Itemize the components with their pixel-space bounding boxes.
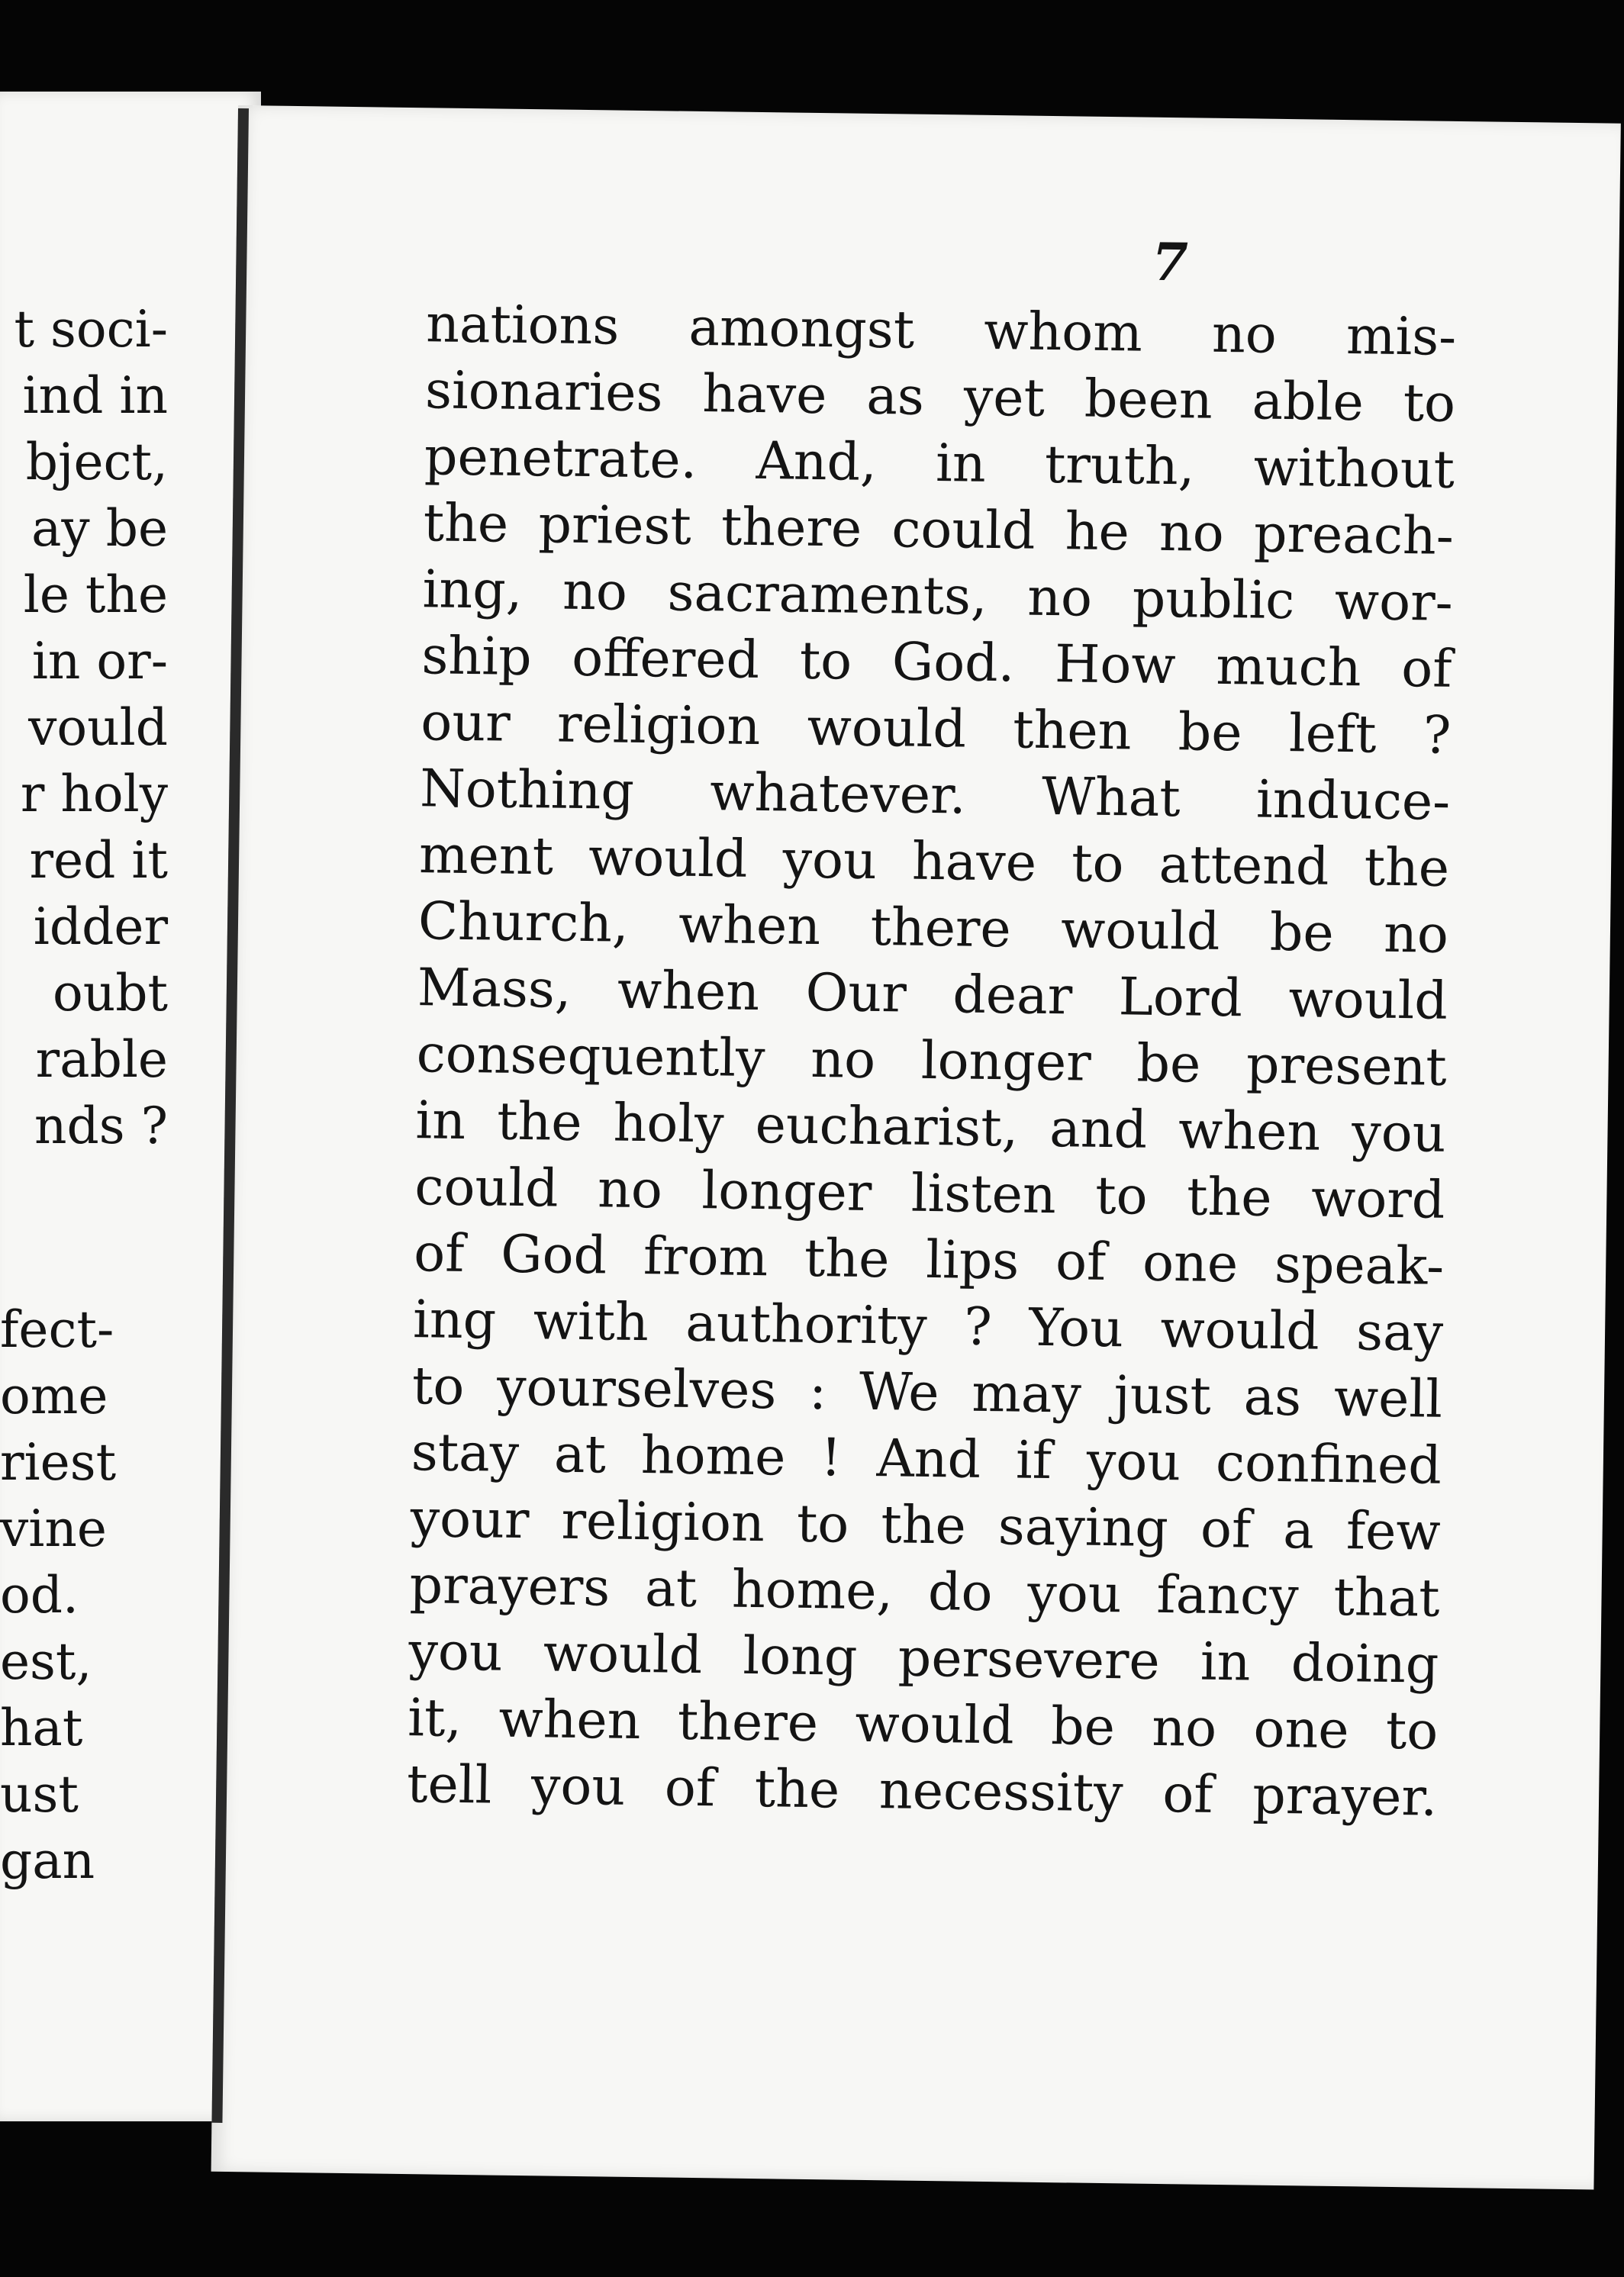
left-line: vine <box>0 1499 107 1558</box>
left-line: ome <box>0 1367 108 1425</box>
text-line: ment would you have to attend the <box>418 825 1450 899</box>
left-line: r holy <box>20 765 168 823</box>
text-line: stay at home ! And if you confined <box>411 1422 1442 1496</box>
text-line: your religion to the saying of a few <box>410 1489 1442 1563</box>
page-body-text <box>407 291 1457 1831</box>
text-line: in the holy eucharist, and when you <box>415 1090 1447 1164</box>
text-line: penetrate. And, in truth, without <box>424 427 1455 501</box>
right-page <box>211 105 1621 2189</box>
left-line: od. <box>0 1566 79 1625</box>
left-line: riest <box>0 1433 117 1492</box>
text-line: sionaries have as yet been able to <box>424 360 1456 434</box>
left-page-text <box>0 296 168 1894</box>
text-line: ship offered to God. How much of <box>421 626 1452 700</box>
page-number: 7 <box>1151 231 1189 294</box>
text-line: prayers at home, do you fancy that <box>409 1555 1441 1629</box>
left-line: nds ? <box>34 1097 168 1155</box>
left-line: vould <box>28 698 168 757</box>
text-line: of God from the lips of one speak- <box>413 1223 1445 1297</box>
left-line: est, <box>0 1632 92 1691</box>
text-line: nations amongst whom no mis- <box>425 294 1457 368</box>
left-line: idder <box>33 897 168 956</box>
text-line: it, when there would be no one to <box>407 1688 1439 1762</box>
text-line: to yourselves : We may just as well <box>411 1356 1443 1430</box>
left-line: bject, <box>25 433 168 491</box>
text-line: Church, when there would be no <box>417 891 1449 965</box>
left-line: ay be <box>31 499 168 558</box>
text-line: ing with authority ? You would say <box>412 1290 1444 1364</box>
text-line: Nothing whatever. What induce- <box>419 758 1451 833</box>
text-line: consequently no longer be present <box>416 1024 1448 1098</box>
left-line: gan <box>0 1831 95 1890</box>
left-line: rable <box>35 1030 168 1089</box>
text-line: our religion would then be left ? <box>420 692 1452 766</box>
text-line: could no longer listen to the word <box>414 1157 1445 1231</box>
left-line: hat <box>0 1699 83 1757</box>
left-line: red it <box>29 831 168 890</box>
left-line: fect- <box>0 1300 114 1359</box>
left-line: t soci- <box>14 300 168 359</box>
text-line: Mass, when Our dear Lord would <box>417 958 1448 1032</box>
left-line: le the <box>23 565 168 624</box>
paragraph-gap <box>0 1159 168 1296</box>
text-line: the priest there could he no preach- <box>423 493 1455 567</box>
left-line: in or- <box>31 632 168 691</box>
text-line: tell you of the necessity of prayer. <box>406 1754 1438 1828</box>
left-line: oubt <box>52 964 168 1023</box>
text-line: you would long persevere in doing <box>408 1622 1439 1696</box>
left-line: ind in <box>22 366 168 425</box>
text-line: ing, no sacraments, no public wor- <box>422 559 1454 633</box>
left-line: ust <box>0 1765 79 1824</box>
